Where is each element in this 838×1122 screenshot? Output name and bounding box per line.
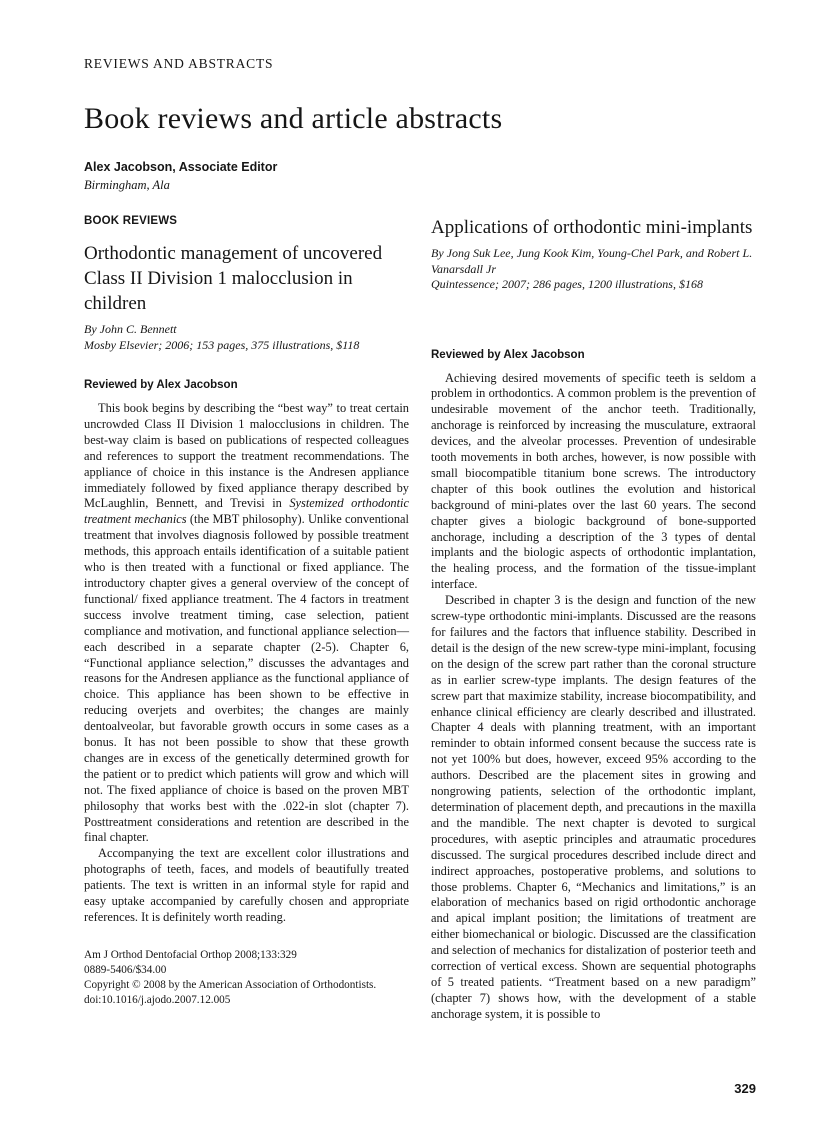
- citation-line-issn: 0889-5406/$34.00: [84, 963, 167, 976]
- page-number: 329: [734, 1081, 756, 1096]
- editor-location: Birmingham, Ala: [84, 178, 170, 192]
- section-label-book-reviews: BOOK REVIEWS: [84, 215, 178, 227]
- reviewed-by-line-2: Reviewed by Alex Jacobson: [431, 348, 585, 361]
- citation-line-journal: Am J Orthod Dentofacial Orthop 2008;133:329: [84, 948, 297, 961]
- citation-line-doi: doi:10.1016/j.ajodo.2007.12.005: [84, 993, 231, 1006]
- running-head: REVIEWS AND ABSTRACTS: [84, 56, 274, 71]
- review-publisher-line-1: Mosby Elsevier; 2006; 153 pages, 375 illustrations, $118: [84, 337, 360, 352]
- two-column-layout: [84, 215, 756, 1023]
- review-publisher-line-2: Quintessence; 2007; 286 pages, 1200 illustrations, $168: [431, 277, 703, 291]
- review-author-byline-1: By John C. Bennett: [84, 322, 177, 336]
- right-column: [431, 215, 756, 1023]
- review-paragraph: Accompanying the text are excellent color illustrations and photographs of teeth, faces, and models of beautifully treated patients. The text is written in an informal style for rapid and easy uptake accompanied by carefully chosen and appropriate references. It is definitely worth reading.: [84, 846, 409, 924]
- left-column: [84, 215, 409, 1023]
- review-title-1: Orthodontic management of uncovered Class II Division 1 malocclusion in children: [84, 243, 383, 314]
- review-paragraph: This book begins by describing the “best way” to treat certain uncrowded Class II Division 1 malocclusions in children. The best-way claim is based on publications of respected colleagues and references to support the treatment recommendations. The appliance of choice in this instance is the Andresen appliance immediately followed by fixed appliance therapy described by McLaughlin, Bennett, and Trevisi in Systemized orthodontic treatment mechanics (the MBT philosophy). Unlike conventional treatment that involves diagnosis followed by possible treatment methods, this approach entails identification of a suitable patient who is then treated with a functional or fixed appliance. The introductory chapter gives a general overview of the concept of functional/ fixed appliance treatment. The 4 factors in treatment success involve treatment timing, case selection, patient compliance and motivation, and functional appliance selection—each described in a separate chapter (2-5). Chapter 6, “Functional appliance selection,” discusses the advantages and reasons for the Andresen appliance as the functional appliance of choice. This appliance has been shown to be effective in reducing overjets and overbites; the changes are mainly dentoalveolar, but favorable growth occurs in some cases as a bonus. It has not been possible to show that these growth changes are in excess of the genetically determined growth for the patient or to predict which patients will grow and which will not. The fixed appliance of choice is based on the proven MBT philosophy that works best with the .022-in slot (chapter 7). Posttreatment considerations and retention are described in the final chapter.: [84, 401, 409, 845]
- review-author-byline-2: By Jong Suk Lee, Jung Kook Kim, Young-Chel Park, and Robert L. Vanarsdall Jr: [431, 246, 753, 276]
- editor-line: Alex Jacobson, Associate Editor: [84, 160, 278, 174]
- page-title: Book reviews and article abstracts: [84, 102, 503, 135]
- review-title-2: Applications of orthodontic mini-implants: [431, 217, 753, 238]
- citation-line-copyright: Copyright © 2008 by the American Association of Orthodontists.: [84, 978, 377, 991]
- reviewed-by-line-1: Reviewed by Alex Jacobson: [84, 379, 238, 391]
- citation-block: [84, 948, 409, 1008]
- review-paragraph: Achieving desired movements of specific teeth is seldom a problem in orthodontics. A common problem is the prevention of undesirable movement of the anchor teeth. Traditionally, anchorage is reinforced by increasing the musculature, extraoral devices, and the alveolar processes. Prevention of undesirable tooth movements in both arches, however, is now possible with small biocompatible titanium bone screws. The introductory chapter of this book outlines the evolution and historical background of mini-plates over the last 60 years. The second chapter gives a biologic background of bone-supported anchorage, including a description of the 3 types of dental implants and the biologic aspects of orthodontic implantation, the healing process, and the formation of the tissue-implant interface.: [431, 370, 756, 592]
- review-paragraph: Described in chapter 3 is the design and function of the new screw-type orthodontic mini-implants. Discussed are the reasons for failures and the factors that influence stability. Described in detail is the design of the new screw-type mini-implant, focusing on the design of the screw part rather than the coronal structure as in earlier screw-type implants. The design features of the screw part that maximize stability, increase biocompatibility, and enhance clinical efficiency are clearly described and illustrated. Chapter 4 deals with planning treatment, with an important reminder to obtain informed consent because the success rate is not yet 100% but does, however, exceed 95% according to the authors. Described are the placement sites in growing and nongrowing patients, selection of the orthodontic implant, determination of placement depth, and precautions in the maxilla and the mandible. The next chapter is devoted to surgical procedures, with aseptic principles and atraumatic procedures discussed. The surgical procedures described include direct and indirect approaches, postoperative problems, and solutions to those problems. Chapter 6, “Mechanics and limitations,” is an elaboration of mechanics based on rigid orthodontic anchorage and apical implant position; the limitations of treatment are either biomechanical or biologic. Discussed are the classification and selection of mechanics for distalization of posterior teeth and correction of vertical excess. Shown are sequential photographs of 5 treated patients. “Treatment based on a new paradigm” (chapter 7) shows how, with the development of a stable anchorage system, it is possible to: [431, 593, 756, 1021]
